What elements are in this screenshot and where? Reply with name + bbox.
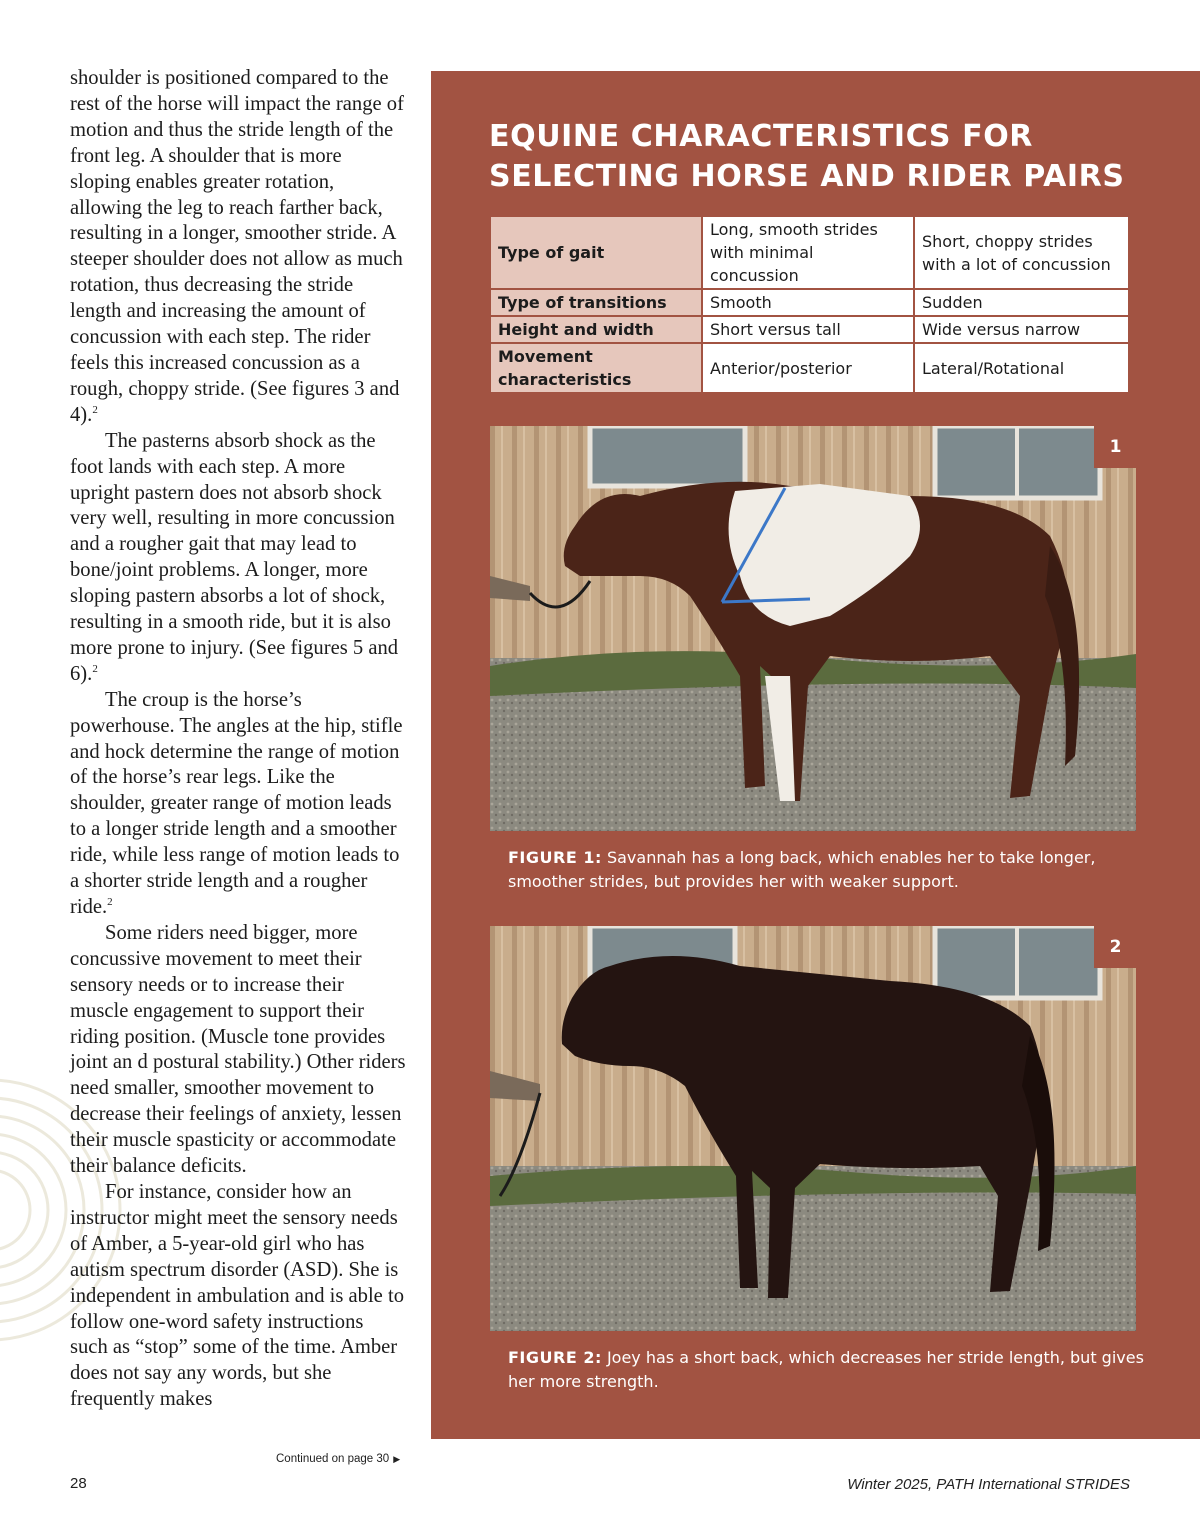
publication-footer: Winter 2025, PATH International STRIDES — [847, 1476, 1130, 1493]
sidebar-panel — [431, 71, 1200, 1439]
table-row — [490, 289, 1129, 316]
reference-marker: 2 — [107, 896, 113, 908]
row-label: Movement characteristics — [490, 343, 702, 393]
triangle-right-icon: ▶ — [393, 1454, 401, 1464]
reference-marker: 2 — [92, 403, 98, 416]
paragraph-croup: The croup is the horse’s powerhouse. The angles at the hip, stifle and hock determine the range of motion of the horse’s rear legs. Like the shoulder, greater range of motion leads to a longer stride length and a smoother ride, while less range of motion leads to a shorter stride length and a rougher ride.$^2$ — [70, 688, 403, 918]
row-label: Type of gait — [490, 216, 702, 289]
continued-note: Continued on page 30 ▶ — [276, 1453, 401, 1465]
sidebar-title: EQUINE CHARACTERISTICS FOR SELECTING HORSE AND RIDER PAIRS — [489, 119, 1125, 194]
table-cell: Wide versus narrow — [914, 316, 1129, 343]
figure-2-photo — [490, 926, 1136, 1331]
horse-photo-illustration — [490, 426, 1136, 831]
row-label: Height and width — [490, 316, 702, 343]
table-row — [490, 343, 1129, 393]
figure-2-caption: FIGURE 2: Joey has a short back, which decreases her stride length, but gives her more strength. — [508, 1348, 1144, 1391]
paragraph-pasterns: The pasterns absorb shock as the foot lands with each step. A more upright pastern does not absorb shock very well, resulting in more concussion and a rougher gait that may lead to bone/joint problems. A longer, more sloping pastern absorbs a lot of shock, resulting in a smooth ride, but it is also more prone to injury. (See figures 5 and 6).$^2$ — [70, 429, 399, 685]
table-cell: Sudden — [914, 289, 1129, 316]
table-cell: Long, smooth strides with minimal concussion — [702, 216, 914, 289]
table-cell: Short, choppy strides with a lot of concussion — [914, 216, 1129, 289]
paragraph-rider-needs: Some riders need bigger, more concussive movement to meet their sensory needs or to increase their muscle engagement to support their riding position. (Muscle tone provides joint an d postural stability.) Other riders need smaller, smoother movement to decrease their feelings of anxiety, lessen their muscle spasticity or accommodate their balance deficits. — [70, 921, 406, 1178]
page-number: 28 — [70, 1475, 87, 1492]
paragraph-amber: For instance, consider how an instructor might meet the sensory needs of Amber, a 5-year-old girl who has autism spectrum disorder (ASD). She is independent in ambulation and is able to follow one-word safety instructions such as “stop” some of the time. Amber does not say any words, but she frequently makes — [70, 1180, 404, 1411]
table-cell: Anterior/posterior — [702, 343, 914, 393]
table-row — [490, 216, 1129, 289]
table-cell: Short versus tall — [702, 316, 914, 343]
figure-1-number: 1 — [1094, 426, 1137, 468]
characteristics-table — [489, 215, 1130, 394]
reference-marker: 2 — [92, 662, 98, 675]
row-label: Type of transitions — [490, 289, 702, 316]
table-cell: Lateral/Rotational — [914, 343, 1129, 393]
paragraph-shoulder: shoulder is positioned compared to the rest of the horse will impact the range of motion and thus the stride length of the front leg. A shoulder that is more sloping enables greater rotation, allowing the leg to reach farther back, resulting in a longer, smoother stride. A steeper shoulder does not allow as much rotation, thus decreasing the stride length and increasing the amount of concussion with each step. The rider feels this increased concussion as a rough, choppy stride. (See figures 3 and 4).$^2$ — [70, 67, 404, 426]
article-body — [70, 66, 406, 1413]
figure-1-caption: FIGURE 1: Savannah has a long back, which enables her to take longer, smoother strides, but provides her with weaker support. — [508, 848, 1096, 891]
horse-photo-illustration — [490, 926, 1136, 1331]
figure-1-photo — [490, 426, 1136, 831]
table-row — [490, 316, 1129, 343]
figure-2-number: 2 — [1094, 926, 1137, 968]
table-cell: Smooth — [702, 289, 914, 316]
